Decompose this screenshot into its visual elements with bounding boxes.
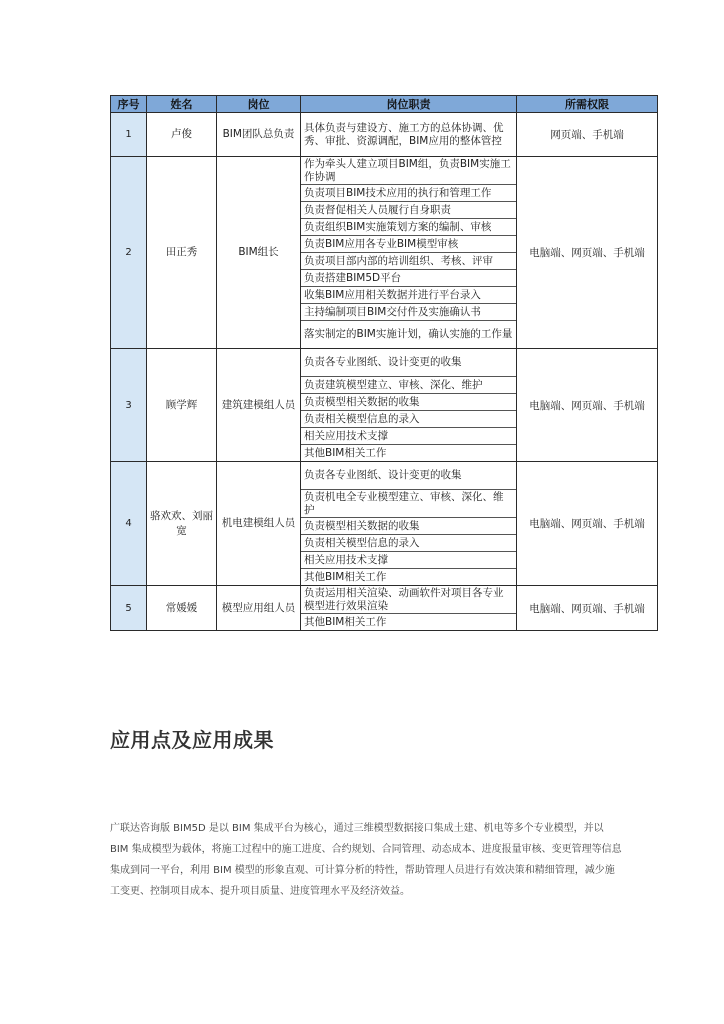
duty-item: 其他BIM相关工作 xyxy=(304,615,387,628)
table-row xyxy=(111,462,658,586)
row-name: 田正秀 xyxy=(147,157,217,349)
row-position: BIM组长 xyxy=(217,157,301,349)
duty-item: 作为牵头人建立项目BIM组，负责BIM实施工作协调 xyxy=(301,157,516,185)
duty-item: 其他BIM相关工作 xyxy=(304,570,387,583)
row-permission: 网页端、手机端 xyxy=(517,113,658,157)
duty-item: 负责各专业图纸、设计变更的收集 xyxy=(301,349,516,377)
section-title: 应用点及应用成果 xyxy=(110,728,274,752)
header-index: 序号 xyxy=(111,96,147,113)
duty-item: 负责模型相关数据的收集 xyxy=(301,518,516,535)
row-index: 5 xyxy=(111,586,147,631)
duty-item: 负责BIM应用各专业BIM模型审核 xyxy=(301,236,516,253)
row-index: 1 xyxy=(111,113,147,157)
row-duties xyxy=(301,113,517,157)
row-permission: 电脑端、网页端、手机端 xyxy=(517,462,658,586)
header-duties: 岗位职责 xyxy=(301,96,517,113)
row-permission: 电脑端、网页端、手机端 xyxy=(517,349,658,462)
duty-item: 相关应用技术支撑 xyxy=(301,552,516,569)
duty-item: 其他BIM相关工作 xyxy=(304,446,387,459)
duty-item: 落实制定的BIM实施计划，确认实施的工作量 xyxy=(304,328,513,340)
row-duties xyxy=(301,349,517,462)
section-body: 广联达咨询版 BIM5D 是以 BIM 集成平台为核心，通过三维模型数据接口集成土建、机电等多个专业模型，并以 BIM 集成模型为载体，将施工过程中的施工进度、合约规划、合同管理、动态成本、进度报量审核、变更管理等信息集成到同一平台，利用 BIM 模型的形象直观、可计算分析的特性，帮助管理人员进行有效决策和精细管理，减少施工变更、控制项目成本、提升项目质量、进度管理水平及经济效益。 xyxy=(110,823,622,897)
duty-item: 负责模型相关数据的收集 xyxy=(301,394,516,411)
duty-item: 负责督促相关人员履行自身职责 xyxy=(301,202,516,219)
row-duties xyxy=(301,157,517,349)
header-name: 姓名 xyxy=(147,96,217,113)
row-duties xyxy=(301,586,517,631)
row-index: 3 xyxy=(111,349,147,462)
duty-item: 负责搭建BIM5D平台 xyxy=(301,270,516,287)
row-position: 机电建模组人员 xyxy=(217,462,301,586)
duty-item: 收集BIM应用相关数据并进行平台录入 xyxy=(301,287,516,304)
duty-item: 主持编制项目BIM交付件及实施确认书 xyxy=(301,304,516,321)
duty-item: 负责相关模型信息的录入 xyxy=(301,535,516,552)
header-permission: 所需权限 xyxy=(517,96,658,113)
row-name: 顾学辉 xyxy=(147,349,217,462)
duty-item: 负责项目BIM技术应用的执行和管理工作 xyxy=(301,185,516,202)
row-name: 骆欢欢、刘丽宽 xyxy=(147,462,217,586)
duty-item: 负责项目部内部的培训组织、考核、评审 xyxy=(301,253,516,270)
row-duties xyxy=(301,462,517,586)
table-row xyxy=(111,586,658,631)
row-position: BIM团队总负责 xyxy=(217,113,301,157)
header-position: 岗位 xyxy=(217,96,301,113)
duty-item: 负责各专业图纸、设计变更的收集 xyxy=(301,462,516,490)
header-row xyxy=(111,96,658,113)
row-index: 4 xyxy=(111,462,147,586)
table-row xyxy=(111,349,658,462)
row-permission: 电脑端、网页端、手机端 xyxy=(517,157,658,349)
duty-item: 负责建筑模型建立、审核、深化、维护 xyxy=(301,377,516,394)
table-row xyxy=(111,157,658,349)
duty-item: 负责运用相关渲染、动画软件对项目各专业模型进行效果渲染 xyxy=(301,586,516,614)
row-position: 建筑建模组人员 xyxy=(217,349,301,462)
duty-item: 具体负责与建设方、施工方的总体协调、优秀、审批、资源调配，BIM应用的整体管控 xyxy=(304,121,504,147)
row-name: 卢俊 xyxy=(147,113,217,157)
duty-item: 相关应用技术支撑 xyxy=(301,428,516,445)
row-name: 常媛媛 xyxy=(147,586,217,631)
row-index: 2 xyxy=(111,157,147,349)
duty-item: 负责相关模型信息的录入 xyxy=(301,411,516,428)
duty-item: 负责机电全专业模型建立、审核、深化、维护 xyxy=(301,490,516,518)
roles-table xyxy=(110,95,658,631)
row-permission: 电脑端、网页端、手机端 xyxy=(517,586,658,631)
table-row xyxy=(111,113,658,157)
row-position: 模型应用组人员 xyxy=(217,586,301,631)
duty-item: 负责组织BIM实施策划方案的编制、审核 xyxy=(301,219,516,236)
